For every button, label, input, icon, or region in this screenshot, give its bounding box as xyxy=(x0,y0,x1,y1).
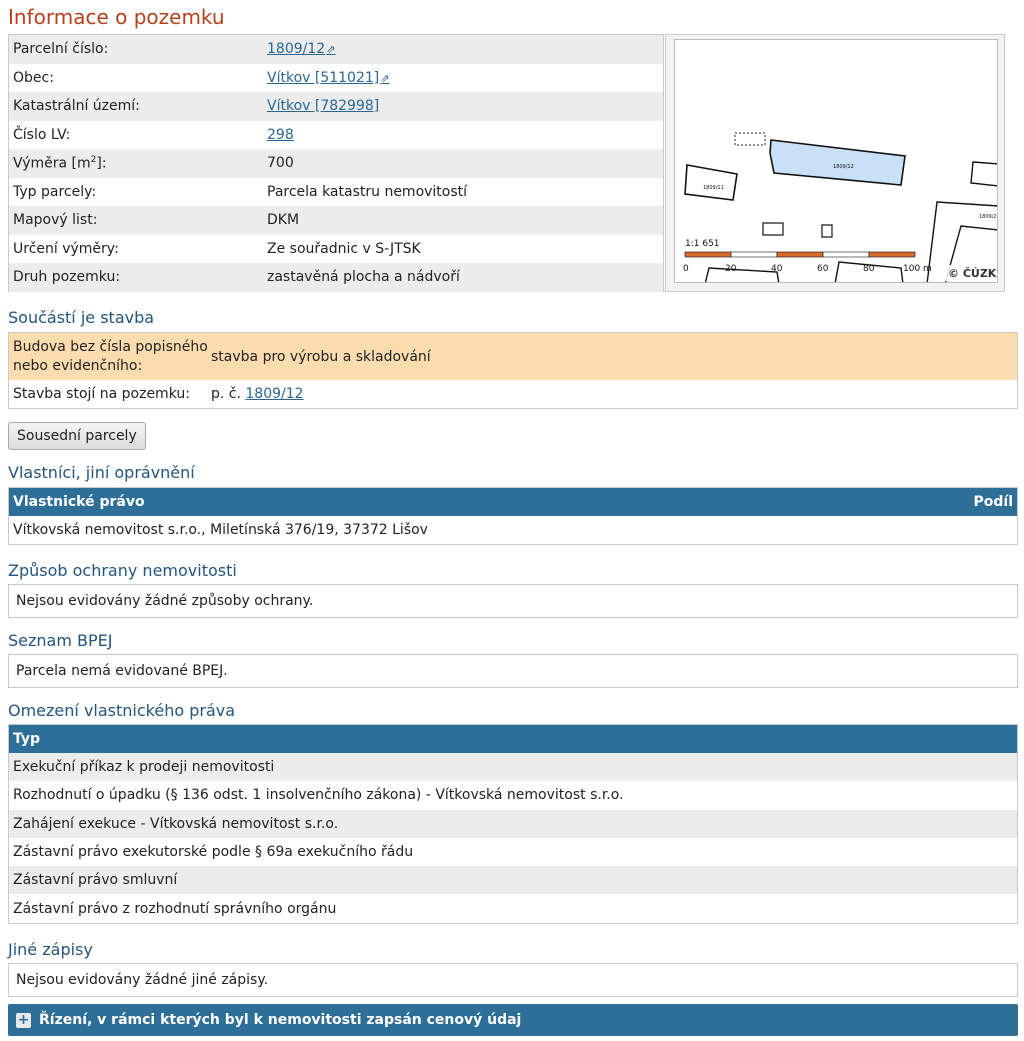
map-parcel-label: 1809/11 xyxy=(703,185,724,191)
bpej-section-title: Seznam BPEJ xyxy=(8,631,113,650)
parcel-info-table xyxy=(8,34,664,292)
map-small-building xyxy=(822,225,832,237)
info-row-parcel-number xyxy=(9,35,663,64)
info-label: Výměra $[m^2]$: xyxy=(13,154,107,172)
info-row-area xyxy=(9,149,663,178)
info-value: DKM xyxy=(267,212,300,229)
table-row: Zástavní právo z rozhodnutí správního orgánu xyxy=(13,900,337,917)
info-label: Katastrální území: xyxy=(13,98,140,115)
info-label: Parcelní číslo: xyxy=(13,41,109,58)
cadastral-area-link[interactable]: Vítkov [782998] xyxy=(267,98,380,115)
table-row: Rozhodnutí o úpadku (§ 136 odst. 1 insolvenčního zákona) - Vítkovská nemovitost s.r.o. xyxy=(13,787,624,804)
map-copyright: © ČÚZK xyxy=(948,267,997,280)
plus-icon: + xyxy=(17,1011,30,1028)
bpej-note: Parcela nemá evidované BPEJ. xyxy=(8,654,1018,688)
external-link-icon: ⇗ xyxy=(380,71,390,85)
building-stands-row xyxy=(9,380,1017,408)
map-scale-tick: 20 xyxy=(725,264,737,274)
map-boundary xyxy=(705,268,779,283)
restrictions-table xyxy=(8,724,1018,924)
info-label: Obec: xyxy=(13,69,54,86)
price-records-toggle[interactable] xyxy=(8,1004,1018,1036)
map-scale-segment xyxy=(685,252,731,257)
map-parcel xyxy=(685,165,737,200)
info-label: Mapový list: xyxy=(13,212,98,229)
map-scale-segment xyxy=(869,252,915,257)
owner-row: Vítkovská nemovitost s.r.o., Miletínská 376/19, 37372 Lišov xyxy=(13,522,428,539)
restrictions-col-type: Typ xyxy=(13,731,41,747)
building-stands-label: Stavba stojí na pozemku: xyxy=(13,385,190,402)
lv-number-link[interactable]: 298 xyxy=(267,126,294,143)
protection-section-title: Způsob ochrany nemovitosti xyxy=(8,561,237,580)
building-table xyxy=(8,332,1018,409)
building-section-title: Součástí je stavba xyxy=(8,308,155,327)
info-row-lv-number xyxy=(9,121,663,150)
restrictions-section-title: Omezení vlastnického práva xyxy=(8,701,236,720)
map-scale-tick: 100 m xyxy=(903,264,932,274)
map-scale-tick: 0 xyxy=(683,264,689,274)
building-type-value: stavba pro výrobu a skladování xyxy=(211,348,431,365)
price-records-label: Řízení, v rámci kterých byl k nemovitosti zapsán cenový údaj xyxy=(39,1012,522,1028)
map-scale-segment xyxy=(777,252,823,257)
owners-table xyxy=(8,487,1018,545)
info-value: Ze souřadnic v S-JTSK xyxy=(267,240,421,257)
info-value: zastavěná plocha a nádvoří xyxy=(267,269,460,286)
map-scale-label: 1:1 651 xyxy=(685,239,720,249)
map-small-building xyxy=(763,223,783,235)
info-label: Číslo LV: xyxy=(13,126,71,143)
info-row-cadastral-area xyxy=(9,92,663,121)
info-label: Určení výměry: xyxy=(13,240,119,257)
owners-section-title: Vlastníci, jiní oprávnění xyxy=(8,463,195,482)
other-note: Nejsou evidovány žádné jiné zápisy. xyxy=(8,963,1018,997)
map-parcel-label: 1809/12 xyxy=(833,164,854,170)
protection-note: Nejsou evidovány žádné způsoby ochrany. xyxy=(8,584,1018,618)
map-scale-tick: 60 xyxy=(817,264,829,274)
map-parcel-label: 1809/2 xyxy=(979,214,997,220)
owners-col-share: Podíl xyxy=(973,494,1013,510)
parcel-number-link[interactable]: 1809/12⇗ xyxy=(267,41,336,58)
table-row: Exekuční příkaz k prodeji nemovitosti xyxy=(9,753,1017,781)
info-label: Typ parcely: xyxy=(13,183,97,200)
table-row: Zástavní právo smluvní xyxy=(9,866,1017,894)
page-title: Informace o pozemku xyxy=(8,5,225,29)
map-highlighted-parcel xyxy=(770,140,905,185)
building-stands-prefix: p. č. xyxy=(211,386,241,402)
map-scale-tick: 40 xyxy=(771,264,783,274)
building-type-label: Budova bez čísla popisného nebo evidenčního: xyxy=(13,338,208,374)
building-parcel-link[interactable]: 1809/12 xyxy=(245,386,304,402)
map-scale-segment xyxy=(823,252,869,257)
info-label: Druh pozemku: xyxy=(13,269,121,286)
info-row-map-sheet xyxy=(9,206,663,235)
municipality-link[interactable]: Vítkov [511021]⇗ xyxy=(267,69,390,86)
owners-table-header xyxy=(9,488,1017,516)
info-row-municipality xyxy=(9,64,663,93)
external-link-icon: ⇗ xyxy=(326,43,336,57)
neighbor-parcels-button[interactable]: Sousední parcely xyxy=(8,422,146,450)
map-parcel xyxy=(971,162,998,186)
map-scale-tick: 80 xyxy=(863,264,875,274)
restrictions-table-header xyxy=(9,725,1017,753)
info-row-land-type xyxy=(9,263,663,292)
info-row-parcel-type xyxy=(9,178,663,207)
cadastral-map[interactable] xyxy=(674,39,998,283)
map-scale-segment xyxy=(731,252,777,257)
building-type-row xyxy=(9,333,1017,380)
table-row: Zástavní právo exekutorské podle § 69a exekučního řádu xyxy=(13,844,414,861)
area-value: 700 xyxy=(267,155,294,172)
map-panel xyxy=(665,34,1005,292)
map-drawing xyxy=(675,40,998,283)
map-dashed-building xyxy=(735,133,765,145)
info-row-area-method xyxy=(9,235,663,264)
table-row: Zahájení exekuce - Vítkovská nemovitost s.r.o. xyxy=(9,810,1017,838)
info-value: Parcela katastru nemovitostí xyxy=(267,183,468,200)
other-section-title: Jiné zápisy xyxy=(8,940,93,959)
owners-col-right: Vlastnické právo xyxy=(13,494,145,510)
